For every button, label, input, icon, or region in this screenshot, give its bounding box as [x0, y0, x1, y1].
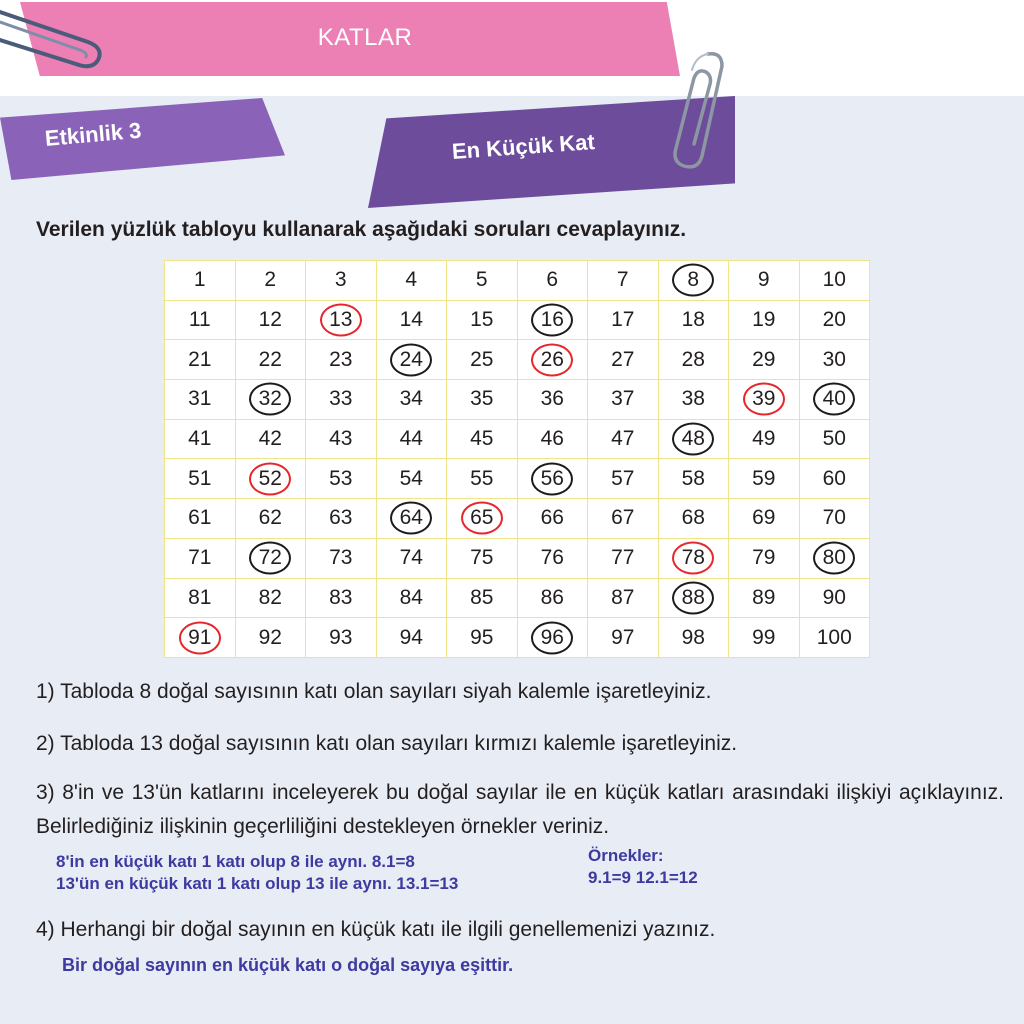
grid-number: 55 [470, 466, 494, 490]
paper-clip-icon [666, 48, 736, 170]
grid-number: 63 [329, 506, 353, 530]
grid-cell [165, 380, 236, 420]
grid-cell [235, 459, 306, 499]
grid-cell [588, 459, 659, 499]
grid-cell [235, 300, 306, 340]
grid-cell [447, 340, 518, 380]
grid-row [165, 380, 870, 420]
grid-number: 5 [475, 268, 488, 292]
grid-cell [447, 538, 518, 578]
grid-row [165, 618, 870, 658]
grid-number: 50 [822, 427, 846, 451]
black-circled-number: 24 [399, 347, 423, 371]
grid-cell [658, 499, 729, 539]
red-circled-number: 13 [329, 308, 353, 332]
grid-cell [729, 419, 800, 459]
grid-number: 4 [405, 268, 418, 292]
grid-number: 86 [540, 585, 564, 609]
grid-row [165, 261, 870, 301]
grid-cell [235, 419, 306, 459]
grid-number: 33 [329, 387, 353, 411]
grid-number: 41 [188, 427, 212, 451]
grid-cell [376, 380, 447, 420]
grid-cell [799, 380, 870, 420]
grid-cell [658, 419, 729, 459]
grid-cell [799, 618, 870, 658]
grid-cell [658, 618, 729, 658]
grid-number: 94 [399, 625, 423, 649]
grid-cell [517, 419, 588, 459]
black-circled-number: 16 [540, 308, 564, 332]
grid-cell [799, 300, 870, 340]
grid-cell [306, 419, 377, 459]
grid-number: 18 [681, 308, 705, 332]
grid-row [165, 578, 870, 618]
grid-number: 92 [258, 625, 282, 649]
grid-number: 30 [822, 347, 846, 371]
grid-cell [729, 459, 800, 499]
grid-cell [376, 300, 447, 340]
grid-number: 76 [540, 546, 564, 570]
red-circled-number: 39 [752, 387, 776, 411]
grid-number: 62 [258, 506, 282, 530]
grid-number: 74 [399, 546, 423, 570]
grid-number: 90 [822, 585, 846, 609]
grid-cell [799, 578, 870, 618]
grid-number: 73 [329, 546, 353, 570]
grid-cell [588, 499, 659, 539]
grid-number: 27 [611, 347, 635, 371]
grid-cell [447, 419, 518, 459]
grid-number: 9 [757, 268, 770, 292]
grid-number: 53 [329, 466, 353, 490]
grid-number: 1 [193, 268, 206, 292]
question-4: 4) Herhangi bir doğal sayının en küçük katı ile ilgili genellemenizi yazınız. [36, 918, 716, 941]
grid-row [165, 300, 870, 340]
grid-number: 71 [188, 546, 212, 570]
black-circled-number: 56 [540, 466, 564, 490]
examples-values: 9.1=9 12.1=12 [588, 868, 698, 887]
grid-cell [376, 459, 447, 499]
grid-cell [517, 380, 588, 420]
grid-cell [165, 340, 236, 380]
grid-cell [729, 340, 800, 380]
grid-number: 61 [188, 506, 212, 530]
grid-cell [376, 261, 447, 301]
grid-number: 93 [329, 625, 353, 649]
grid-number: 10 [822, 268, 846, 292]
grid-cell [799, 459, 870, 499]
grid-cell [306, 340, 377, 380]
grid-cell [306, 380, 377, 420]
grid-cell [447, 459, 518, 499]
grid-number: 66 [540, 506, 564, 530]
grid-row [165, 499, 870, 539]
grid-cell [517, 618, 588, 658]
grid-number: 97 [611, 625, 635, 649]
grid-number: 15 [470, 308, 494, 332]
grid-number: 2 [264, 268, 277, 292]
grid-number: 99 [752, 625, 776, 649]
answer-3-line-2: 13'ün en küçük katı 1 katı olup 13 ile aynı. 13.1=13 [56, 874, 459, 893]
grid-number: 58 [681, 466, 705, 490]
grid-cell [306, 459, 377, 499]
black-circled-number: 48 [681, 427, 705, 451]
grid-number: 43 [329, 427, 353, 451]
answer-4: Bir doğal sayının en küçük katı o doğal sayıya eşittir. [62, 955, 514, 975]
grid-cell [729, 499, 800, 539]
black-circled-number: 96 [540, 625, 564, 649]
grid-cell [517, 261, 588, 301]
grid-number: 70 [822, 506, 846, 530]
page-title: KATLAR [317, 24, 413, 51]
grid-number: 23 [329, 347, 353, 371]
grid-number: 89 [752, 585, 776, 609]
grid-number: 81 [188, 585, 212, 609]
grid-cell [517, 459, 588, 499]
grid-cell [729, 261, 800, 301]
grid-cell [447, 300, 518, 340]
grid-cell [165, 538, 236, 578]
grid-cell [447, 499, 518, 539]
grid-cell [658, 300, 729, 340]
grid-number: 11 [188, 308, 211, 332]
grid-cell [165, 578, 236, 618]
red-circled-number: 91 [188, 625, 212, 649]
grid-cell [658, 380, 729, 420]
grid-cell [729, 380, 800, 420]
grid-cell [729, 300, 800, 340]
grid-cell [306, 618, 377, 658]
grid-cell [235, 538, 306, 578]
grid-number: 54 [399, 466, 423, 490]
grid-number: 100 [816, 625, 852, 649]
grid-number: 28 [681, 347, 705, 371]
grid-number: 82 [258, 585, 282, 609]
black-circled-number: 40 [822, 387, 846, 411]
grid-cell [235, 340, 306, 380]
grid-cell [729, 618, 800, 658]
red-circled-number: 78 [681, 546, 705, 570]
grid-cell [799, 499, 870, 539]
grid-number: 75 [470, 546, 494, 570]
grid-cell [517, 300, 588, 340]
black-circled-number: 8 [687, 268, 700, 292]
grid-cell [658, 340, 729, 380]
grid-cell [588, 261, 659, 301]
grid-number: 69 [752, 506, 776, 530]
grid-cell [165, 419, 236, 459]
grid-cell [165, 499, 236, 539]
grid-cell [376, 618, 447, 658]
paper-clip-icon [0, 0, 120, 75]
grid-cell [165, 261, 236, 301]
grid-number: 83 [329, 585, 353, 609]
grid-cell [517, 578, 588, 618]
grid-number: 35 [470, 387, 494, 411]
grid-cell [165, 618, 236, 658]
grid-row [165, 538, 870, 578]
grid-number: 57 [611, 466, 635, 490]
red-circled-number: 65 [470, 506, 494, 530]
red-circled-number: 26 [540, 347, 564, 371]
grid-cell [517, 499, 588, 539]
grid-number: 14 [399, 308, 423, 332]
grid-number: 3 [334, 268, 347, 292]
grid-cell [658, 578, 729, 618]
question-3: 3) 8'in ve 13'ün katlarını inceleyerek bu doğal sayılar ile en küçük katları arasındaki ilişkiyi açıklayınız. Belirlediğiniz ilişkinin geçerliliğini destekleyen örnekler veriniz. [36, 781, 1004, 838]
red-circled-number: 52 [258, 466, 282, 490]
grid-cell [235, 578, 306, 618]
grid-number: 98 [681, 625, 705, 649]
grid-number: 7 [616, 268, 629, 292]
question-1: 1) Tabloda 8 doğal sayısının katı olan sayıları siyah kalemle işaretleyiniz. [36, 680, 712, 703]
grid-cell [447, 618, 518, 658]
grid-number: 44 [399, 427, 423, 451]
grid-number: 49 [752, 427, 776, 451]
grid-number: 84 [399, 585, 423, 609]
grid-cell [517, 340, 588, 380]
grid-number: 79 [752, 546, 776, 570]
answer-3-line-1: 8'in en küçük katı 1 katı olup 8 ile aynı. 8.1=8 [56, 852, 415, 871]
grid-cell [376, 419, 447, 459]
grid-cell [658, 538, 729, 578]
grid-number: 6 [546, 268, 559, 292]
grid-number: 36 [540, 387, 564, 411]
grid-cell [588, 380, 659, 420]
grid-cell [799, 261, 870, 301]
grid-cell [588, 538, 659, 578]
grid-cell [235, 380, 306, 420]
grid-number: 60 [822, 466, 846, 490]
grid-number: 21 [188, 347, 212, 371]
grid-cell [376, 538, 447, 578]
grid-cell [376, 499, 447, 539]
grid-cell [588, 300, 659, 340]
grid-number: 42 [258, 427, 282, 451]
grid-cell [799, 538, 870, 578]
grid-number: 87 [611, 585, 635, 609]
grid-number: 38 [681, 387, 705, 411]
grid-number: 22 [258, 347, 282, 371]
grid-number: 37 [611, 387, 635, 411]
question-2: 2) Tabloda 13 doğal sayısının katı olan sayıları kırmızı kalemle işaretleyiniz. [36, 732, 738, 755]
grid-cell [306, 578, 377, 618]
grid-cell [306, 538, 377, 578]
grid-number: 95 [470, 625, 494, 649]
instruction-text: Verilen yüzlük tabloyu kullanarak aşağıdaki soruları cevaplayınız. [36, 218, 687, 241]
grid-number: 59 [752, 466, 776, 490]
grid-cell [306, 499, 377, 539]
black-circled-number: 32 [258, 387, 282, 411]
grid-number: 68 [681, 506, 705, 530]
grid-number: 20 [822, 308, 846, 332]
grid-number: 77 [611, 546, 635, 570]
grid-cell [517, 538, 588, 578]
black-circled-number: 80 [822, 546, 846, 570]
grid-number: 31 [188, 387, 212, 411]
grid-cell [588, 419, 659, 459]
grid-cell [799, 340, 870, 380]
grid-cell [588, 578, 659, 618]
grid-cell [235, 618, 306, 658]
activity-title: En Küçük Kat [451, 129, 596, 164]
grid-number: 46 [540, 427, 564, 451]
grid-cell [235, 499, 306, 539]
grid-cell [588, 340, 659, 380]
grid-cell [447, 380, 518, 420]
activity-label: Etkinlik 3 [43, 117, 143, 151]
grid-cell [447, 261, 518, 301]
grid-cell [376, 578, 447, 618]
grid-cell [165, 300, 236, 340]
grid-cell [306, 300, 377, 340]
grid-cell [658, 459, 729, 499]
grid-cell [729, 578, 800, 618]
black-circled-number: 88 [681, 585, 705, 609]
grid-row [165, 340, 870, 380]
grid-number: 34 [399, 387, 423, 411]
black-circled-number: 72 [258, 546, 282, 570]
grid-cell [588, 618, 659, 658]
grid-cell [376, 340, 447, 380]
grid-number: 29 [752, 347, 776, 371]
grid-number: 19 [752, 308, 776, 332]
grid-cell [306, 261, 377, 301]
grid-cell [447, 578, 518, 618]
grid-number: 67 [611, 506, 635, 530]
grid-number: 12 [258, 308, 282, 332]
hundred-chart [164, 260, 870, 658]
black-circled-number: 64 [399, 506, 423, 530]
grid-cell [165, 459, 236, 499]
grid-number: 17 [611, 308, 635, 332]
grid-cell [235, 261, 306, 301]
grid-row [165, 419, 870, 459]
grid-number: 51 [188, 466, 212, 490]
grid-cell [658, 261, 729, 301]
grid-cell [729, 538, 800, 578]
examples-title: Örnekler: [588, 846, 664, 865]
grid-number: 45 [470, 427, 494, 451]
grid-number: 25 [470, 347, 494, 371]
grid-cell [799, 419, 870, 459]
grid-number: 85 [470, 585, 494, 609]
grid-number: 47 [611, 427, 635, 451]
grid-row [165, 459, 870, 499]
